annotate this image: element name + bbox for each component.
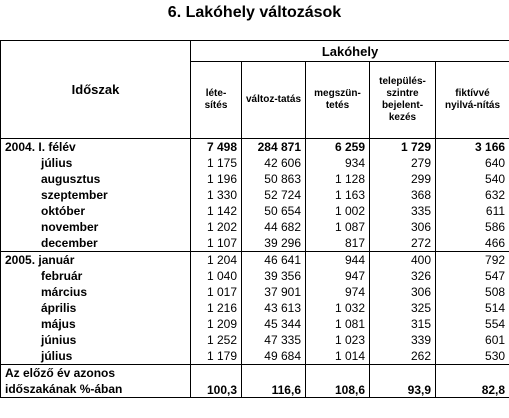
- row-label: május: [1, 316, 191, 332]
- row-label: június: [1, 332, 191, 348]
- period-header: Időszak: [1, 41, 191, 139]
- cell-value: 1 002: [306, 203, 370, 219]
- cell-value: 45 344: [242, 316, 306, 332]
- cell-value: 3 166: [436, 139, 509, 156]
- row-label: 2005. január: [1, 252, 191, 269]
- cell-value: 640: [436, 155, 509, 171]
- cell-value: 47 335: [242, 332, 306, 348]
- footer-value: 108,6: [306, 365, 370, 398]
- cell-value: 315: [370, 316, 436, 332]
- row-label: március: [1, 284, 191, 300]
- column-header: fiktívvé nyilvá-nítás: [436, 62, 509, 139]
- row-label: szeptember: [1, 187, 191, 203]
- cell-value: 934: [306, 155, 370, 171]
- table-row: [1, 139, 509, 156]
- cell-value: 306: [370, 284, 436, 300]
- row-label: július: [1, 348, 191, 365]
- cell-value: 400: [370, 252, 436, 269]
- cell-value: 1 107: [206, 236, 237, 250]
- table-row: [1, 203, 509, 219]
- cell-value: 514: [436, 300, 509, 316]
- column-header: település-szintre bejelent-kezés: [370, 62, 436, 139]
- table-row: [1, 332, 509, 348]
- row-label: augusztus: [1, 171, 191, 187]
- footer-value: 116,6: [242, 365, 306, 398]
- cell-value: 944: [306, 252, 370, 269]
- data-table: [0, 40, 509, 398]
- cell-value: 7 498: [206, 140, 237, 154]
- cell-value: 554: [436, 316, 509, 332]
- cell-value: 540: [436, 171, 509, 187]
- cell-value: 974: [306, 284, 370, 300]
- cell-value: 1 014: [306, 348, 370, 365]
- group-header: Lakóhely: [191, 41, 509, 62]
- cell-value: 284 871: [242, 139, 306, 156]
- cell-value: 1 330: [206, 188, 237, 202]
- table-row: [1, 300, 509, 316]
- cell-value: 49 684: [242, 348, 306, 365]
- footer-value: 93,9: [370, 365, 436, 398]
- cell-value: 326: [370, 268, 436, 284]
- row-label: október: [1, 203, 191, 219]
- row-label: február: [1, 268, 191, 284]
- cell-value: 37 901: [242, 284, 306, 300]
- cell-value: 530: [436, 348, 509, 365]
- footer-value: 82,8: [436, 365, 509, 398]
- footer-row: [1, 365, 509, 398]
- cell-value: 1 204: [191, 252, 242, 269]
- cell-value: 279: [370, 155, 436, 171]
- column-header: léte-sítés: [191, 62, 242, 139]
- table-row: [1, 219, 509, 235]
- table-row: [1, 171, 509, 187]
- table-row: [1, 316, 509, 332]
- column-header: változ-tatás: [242, 62, 306, 139]
- cell-value: 1 032: [306, 300, 370, 316]
- footer-label: Az előző év azonos időszakának %-ában: [1, 365, 191, 398]
- cell-value: 1 128: [306, 171, 370, 187]
- cell-value: 50 654: [242, 203, 306, 219]
- cell-value: 1 081: [306, 316, 370, 332]
- row-label: április: [1, 300, 191, 316]
- cell-value: 1 209: [206, 317, 237, 331]
- cell-value: 6 259: [306, 139, 370, 156]
- cell-value: 325: [370, 300, 436, 316]
- cell-value: 339: [370, 332, 436, 348]
- cell-value: 611: [436, 203, 509, 219]
- table-row: [1, 187, 509, 203]
- cell-value: 42 606: [242, 155, 306, 171]
- cell-value: 50 863: [242, 171, 306, 187]
- cell-value: 1 040: [206, 269, 237, 283]
- cell-value: 466: [436, 235, 509, 252]
- cell-value: 1 023: [306, 332, 370, 348]
- cell-value: 1 175: [206, 156, 237, 170]
- cell-value: 508: [436, 284, 509, 300]
- cell-value: 1 729: [370, 139, 436, 156]
- table-row: [1, 348, 509, 365]
- cell-value: 586: [436, 219, 509, 235]
- cell-value: 1 017: [206, 285, 237, 299]
- cell-value: 39 356: [242, 268, 306, 284]
- cell-value: 46 641: [242, 252, 306, 269]
- cell-value: 44 682: [242, 219, 306, 235]
- cell-value: 547: [436, 268, 509, 284]
- cell-value: 1 202: [206, 220, 237, 234]
- cell-value: 39 296: [242, 235, 306, 252]
- cell-value: 262: [370, 348, 436, 365]
- cell-value: 1 087: [306, 219, 370, 235]
- footer-value: 100,3: [191, 365, 242, 398]
- row-label: december: [1, 235, 191, 252]
- table-row: [1, 284, 509, 300]
- row-label: július: [1, 155, 191, 171]
- cell-value: 335: [370, 203, 436, 219]
- cell-value: 272: [370, 235, 436, 252]
- cell-value: 299: [370, 171, 436, 187]
- cell-value: 1 252: [206, 333, 237, 347]
- cell-value: 52 724: [242, 187, 306, 203]
- cell-value: 1 142: [206, 204, 237, 218]
- cell-value: 1 179: [206, 349, 237, 363]
- cell-value: 632: [436, 187, 509, 203]
- cell-value: 817: [306, 235, 370, 252]
- table-title: 6. Lakóhely változások: [167, 4, 342, 21]
- cell-value: 1 163: [306, 187, 370, 203]
- cell-value: 43 613: [242, 300, 306, 316]
- row-label: november: [1, 219, 191, 235]
- table-row: [1, 268, 509, 284]
- table-row: [1, 155, 509, 171]
- cell-value: 1 216: [206, 301, 237, 315]
- column-header: megszün-tetés: [306, 62, 370, 139]
- cell-value: 368: [370, 187, 436, 203]
- row-label: 2004. I. félév: [1, 139, 191, 156]
- cell-value: 792: [436, 252, 509, 269]
- table-row: [1, 235, 509, 252]
- table-row: [1, 252, 509, 269]
- cell-value: 947: [306, 268, 370, 284]
- cell-value: 1 196: [206, 172, 237, 186]
- cell-value: 306: [370, 219, 436, 235]
- cell-value: 601: [436, 332, 509, 348]
